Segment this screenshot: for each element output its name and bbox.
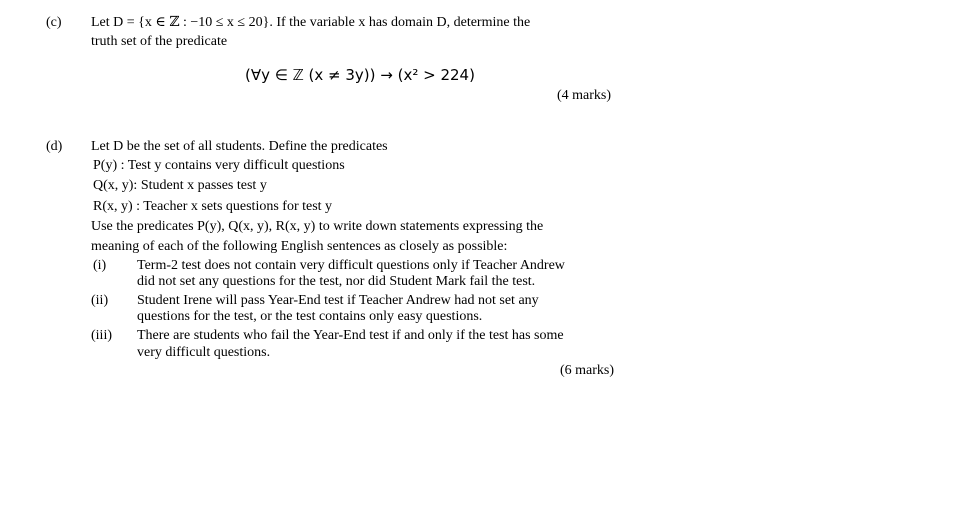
item-i-number: (i) [93, 258, 107, 273]
item-i-text-line1: Term-2 test does not contain very difficult questions only if Teacher Andrew [137, 258, 565, 273]
part-c-statement-line1: Let D = {x ∈ ℤ : −10 ≤ x ≤ 20}. If the variable x has domain D, determine the [91, 15, 531, 30]
predicate-p-definition: P(y) : Test y contains very difficult questions [93, 158, 345, 173]
part-c-label: (c) [46, 15, 62, 30]
item-ii-text-line2: questions for the test, or the test contains only easy questions. [137, 309, 483, 324]
item-iii-number: (iii) [91, 328, 112, 343]
predicate-r-definition: R(x, y) : Teacher x sets questions for test y [93, 199, 333, 214]
part-c-statement-line2: truth set of the predicate [91, 34, 228, 49]
part-d-instruction-line2: meaning of each of the following English sentences as closely as possible: [91, 239, 508, 254]
part-d-label: (d) [46, 139, 63, 154]
item-iii-text-line1: There are students who fail the Year-End test if and only if the test has some [137, 328, 564, 343]
part-d-intro: Let D be the set of all students. Define the predicates [91, 139, 388, 154]
item-ii-number: (ii) [91, 293, 109, 308]
item-ii-text-line1: Student Irene will pass Year-End test if Teacher Andrew had not set any [137, 293, 539, 308]
part-c-marks: (4 marks) [557, 88, 612, 103]
part-d-marks: (6 marks) [560, 363, 615, 378]
item-i-text-line2: did not set any questions for the test, nor did Student Mark fail the test. [137, 274, 536, 289]
item-iii-text-line2: very difficult questions. [137, 345, 271, 360]
predicate-q-definition: Q(x, y): Student x passes test y [93, 178, 267, 193]
part-c-predicate-formula: (∀y ∈ ℤ (x ≠ 3y)) → (x² > 224) [245, 66, 475, 84]
part-d-instruction-line1: Use the predicates P(y), Q(x, y), R(x, y) to write down statements expressing the [91, 219, 544, 234]
